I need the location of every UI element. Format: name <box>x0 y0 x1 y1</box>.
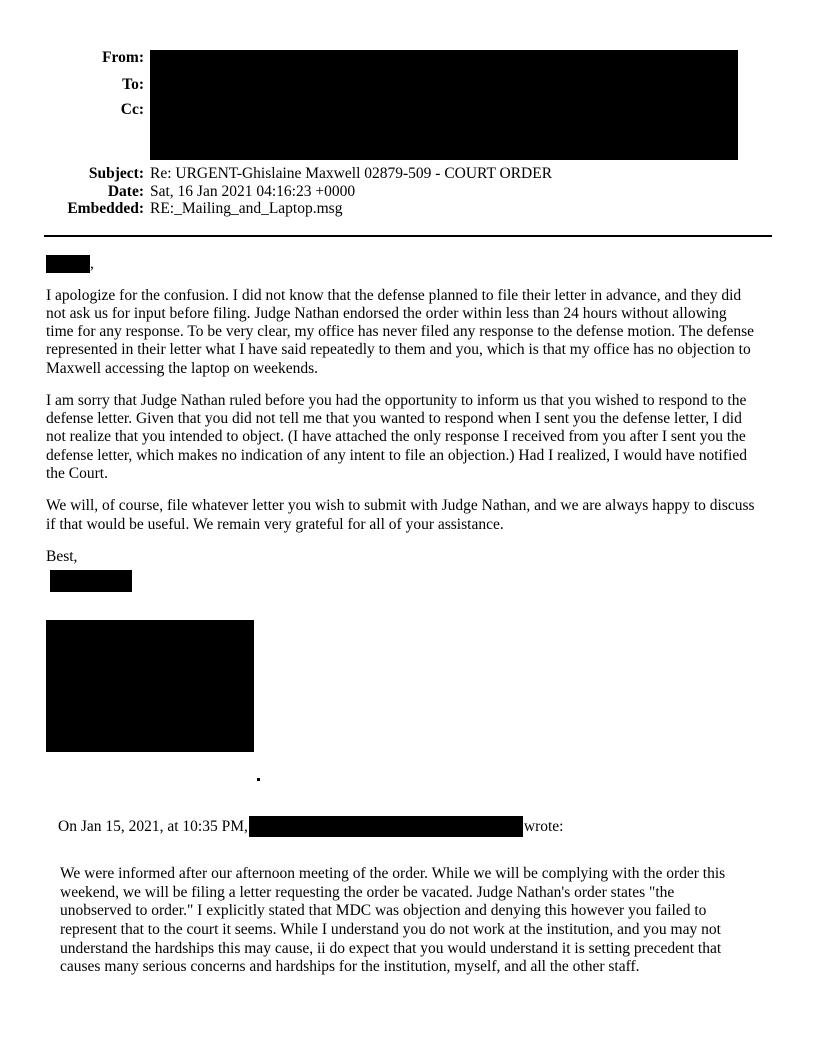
email-body <box>36 255 766 977</box>
header-value-date: Sat, 16 Jan 2021 04:16:23 +0000 <box>150 182 356 200</box>
header-value-embedded: RE:_Mailing_and_Laptop.msg <box>150 200 343 217</box>
header-label-embedded: Embedded: <box>67 200 144 217</box>
email-header <box>36 50 766 217</box>
closing-line: Best, <box>46 547 78 565</box>
quoted-message-body <box>46 865 756 977</box>
signature-period <box>257 778 260 781</box>
header-label-from: From: <box>102 49 144 66</box>
header-row-embedded <box>36 201 766 217</box>
redaction-bar-quoted-sender <box>249 816 523 837</box>
quoted-intro-suffix: wrote: <box>523 817 564 835</box>
header-label-date: Date: <box>107 182 144 200</box>
quoted-message-intro <box>46 816 756 837</box>
header-label-subject: Subject: <box>88 165 144 182</box>
header-label-to: To: <box>122 76 144 93</box>
redaction-bar-signature-name <box>50 570 132 592</box>
salutation <box>46 255 756 273</box>
salutation-comma: , <box>90 254 94 272</box>
header-value-subject: Re: URGENT-Ghislaine Maxwell 02879-509 - COURT ORDER <box>150 165 553 182</box>
redaction-block-signature-blockquote <box>46 620 254 752</box>
quoted-paragraph-1: We were informed after our afternoon meeting of the order. While we will be complying with the order this weekend, we will be filing a letter requesting the order be vacated. Judge Nathan's order states "the unobserved to order." I explicitly stated that MDC was objection and denying this however you failed to represent that to the court it seems. While I understand you do not work at the institution, and you may not understand the hardships this may cause, ii do expect that you would understand it is setting precedent that causes many serious concerns and hardships for the institution, myself, and all the other staff. <box>60 865 726 976</box>
quoted-intro-prefix: On Jan 15, 2021, at 10:35 PM, <box>58 817 248 835</box>
body-paragraph-3: We will, of course, file whatever letter you wish to submit with Judge Nathan, and we are always happy to discuss if that would be useful. We remain very grateful for all of your assistance. <box>46 497 755 533</box>
header-row-cc <box>36 102 766 118</box>
body-paragraph-1: I apologize for the confusion. I did not know that the defense planned to file their letter in advance, and they did not ask us for input before filing. Judge Nathan endorsed the order within less than 24 hours without allowing time for any response. To be very clear, my office has never filed any response to the defense motion. The defense represented in their letter what I have said repeatedly to them and you, which is that my office has no objection to Maxwell accessing the laptop on weekends. <box>46 286 755 377</box>
redaction-bar-salutation <box>46 255 90 273</box>
header-row-subject <box>36 166 766 182</box>
header-row-date <box>36 184 766 200</box>
header-body-divider <box>44 235 772 237</box>
header-label-cc: Cc: <box>120 101 144 118</box>
body-paragraph-2: I am sorry that Judge Nathan ruled before you had the opportunity to inform us that you wished to respond to the defense letter. Given that you did not tell me that you wanted to respond when I sent you the defense letter, I did not realize that you intended to object. (I have attached the only response I received from you after I sent you the defense letter, which makes no indication of any intent to file an objection.) Had I realized, I would have notified the Court. <box>46 391 747 483</box>
header-row-to <box>36 77 766 93</box>
